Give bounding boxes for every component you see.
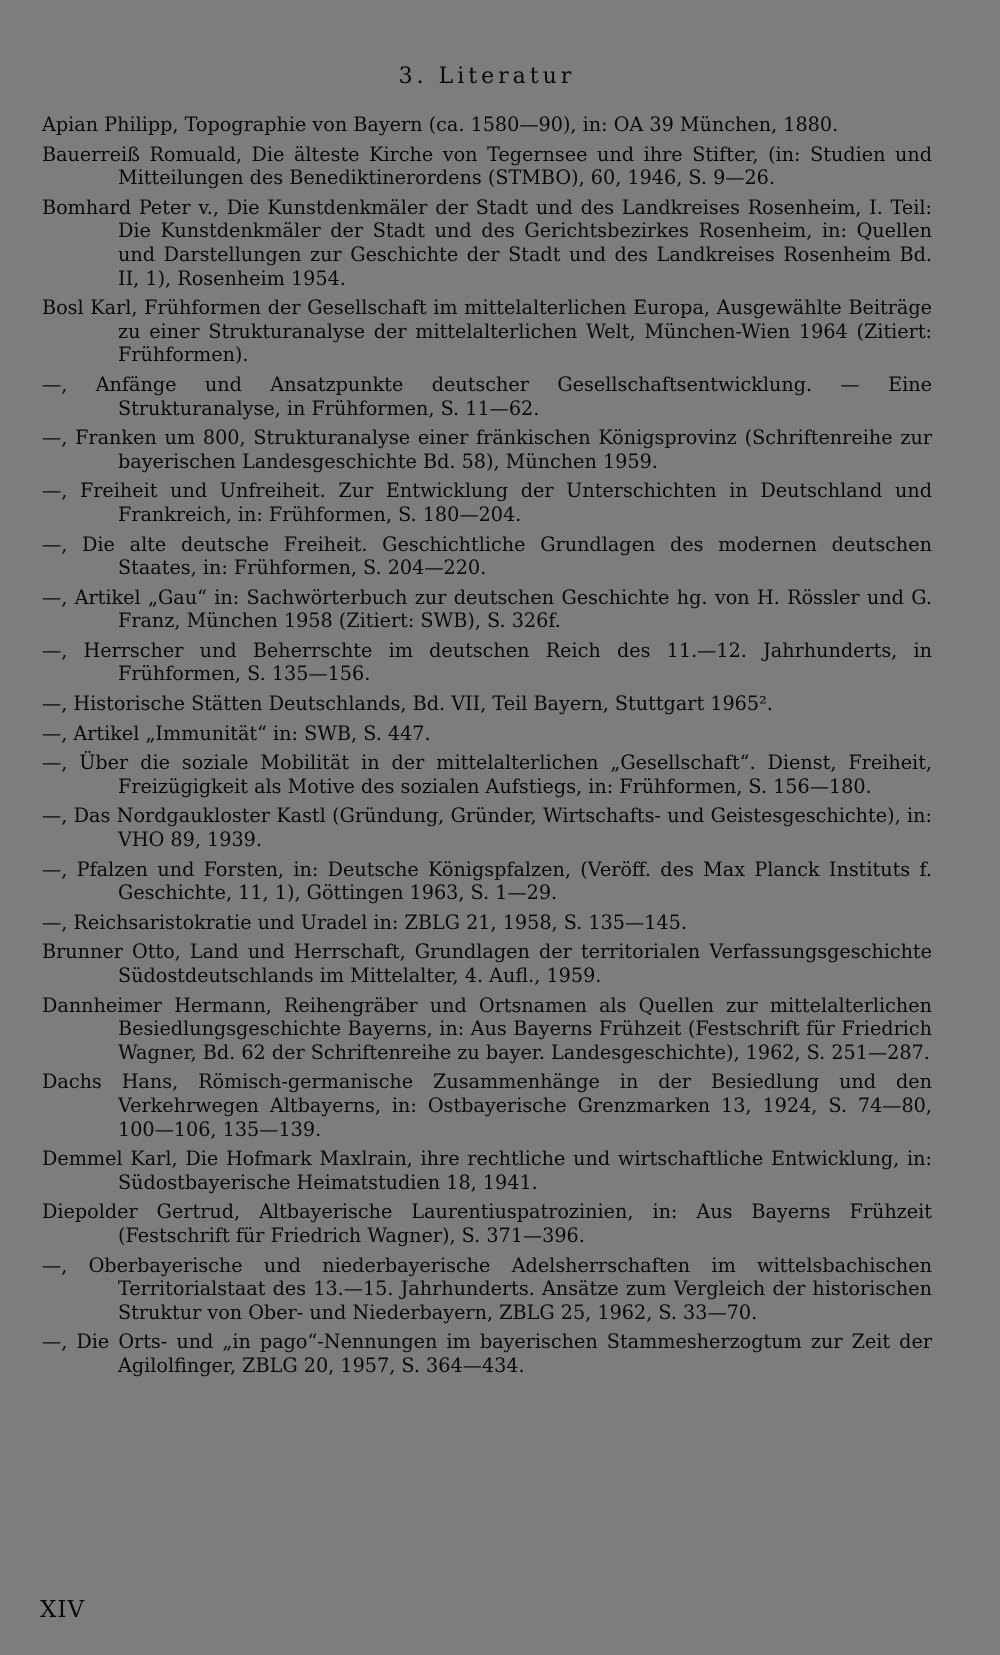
bibliography-entry: —, Die alte deutsche Freiheit. Geschichtliche Grundlagen des modernen deutschen Staates, in: Frühformen, S. 204—220. bbox=[42, 532, 932, 580]
bibliography-entry: Bomhard Peter v., Die Kunstdenkmäler der Stadt und des Landkreises Rosenheim, I. Teil: Die Kunstdenkmäler der Stadt und des Gerichtsbezirkes Rosenheim, in: Quellen und Darstellungen zur Geschichte der Stadt und des Landkreises Rosenheim Bd. II, 1), Rosenheim 1954. bbox=[42, 195, 932, 290]
bibliography-entry: —, Pfalzen und Forsten, in: Deutsche Königspfalzen, (Veröff. des Max Planck Instituts f. Geschichte, 11, 1), Göttingen 1963, S. 1—29. bbox=[42, 857, 932, 905]
page-number: XIV bbox=[40, 1597, 86, 1623]
bibliography-entry: —, Anfänge und Ansatzpunkte deutscher Gesellschaftsentwicklung. — Eine Strukturanalyse, in Frühformen, S. 11—62. bbox=[42, 372, 932, 420]
section-heading: 3. Literatur bbox=[398, 64, 576, 89]
page-content bbox=[42, 64, 932, 1384]
bibliography-entry: Dachs Hans, Römisch-germanische Zusammenhänge in der Besiedlung und den Verkehrwegen Altbayerns, in: Ostbayerische Grenzmarken 13, 1924, S. 74—80, 100—106, 135—139. bbox=[42, 1070, 932, 1141]
bibliography-entry: —, Historische Stätten Deutschlands, Bd. VII, Teil Bayern, Stuttgart 1965². bbox=[42, 692, 773, 716]
bibliography-entry: Brunner Otto, Land und Herrschaft, Grundlagen der territorialen Verfassungsgeschichte Südostdeutschlands im Mittelalter, 4. Aufl., 1959. bbox=[42, 940, 932, 987]
bibliography-entry: Bosl Karl, Frühformen der Gesellschaft im mittelalterlichen Europa, Ausgewählte Beiträge zu einer Strukturanalyse der mittelalterlichen Welt, München-Wien 1964 (Zitiert: Frühformen). bbox=[42, 296, 932, 367]
bibliography-entry: —, Oberbayerische und niederbayerische Adelsherrschaften im wittelsbachischen Territorialstaat des 13.—15. Jahrhunderts. Ansätze zum Vergleich der historischen Struktur von Ober- und Niederbayern, ZBLG 25, 1962, S. 33—70. bbox=[42, 1253, 932, 1324]
bibliography-entry: —, Herrscher und Beherrschte im deutschen Reich des 11.—12. Jahrhunderts, in Frühformen, S. 135—156. bbox=[42, 638, 932, 686]
bibliography-entry: —, Franken um 800, Strukturanalyse einer fränkischen Königsprovinz (Schriftenreihe zur bayerischen Landesgeschichte Bd. 58), München 1959. bbox=[42, 426, 932, 473]
bibliography-entry: —, Reichsaristokratie und Uradel in: ZBLG 21, 1958, S. 135—145. bbox=[42, 910, 687, 934]
bibliography-entry: —, Das Nordgaukloster Kastl (Gründung, Gründer, Wirtschafts- und Geistesgeschichte), in: VHO 89, 1939. bbox=[42, 804, 932, 852]
bibliography-entry: Dannheimer Hermann, Reihengräber und Ortsnamen als Quellen zur mittelalterlichen Besiedlungsgeschichte Bayerns, in: Aus Bayerns Frühzeit (Festschrift für Friedrich Wagner, Bd. 62 der Schriftenreihe zu bayer. Landesgeschichte), 1962, S. 251—287. bbox=[42, 993, 932, 1064]
bibliography-entry: —, Über die soziale Mobilität in der mittelalterlichen „Gesellschaft“. Dienst, Freiheit, Freizügigkeit als Motive des sozialen Aufstiegs, in: Frühformen, S. 156—180. bbox=[42, 751, 932, 798]
bibliography-entry: Apian Philipp, Topographie von Bayern (ca. 1580—90), in: OA 39 München, 1880. bbox=[42, 113, 839, 136]
bibliography-list bbox=[42, 113, 932, 1378]
bibliography-entry: —, Die Orts- und „in pago“-Nennungen im bayerischen Stammesherzogtum zur Zeit der Agilolfinger, ZBLG 20, 1957, S. 364—434. bbox=[42, 1330, 932, 1377]
bibliography-entry: —, Freiheit und Unfreiheit. Zur Entwicklung der Unterschichten in Deutschland und Frankreich, in: Frühformen, S. 180—204. bbox=[42, 479, 932, 526]
bibliography-entry: Bauerreiß Romuald, Die älteste Kirche von Tegernsee und ihre Stifter, (in: Studien und Mitteilungen des Benediktinerordens (STMBO), 60, 1946, S. 9—26. bbox=[42, 142, 932, 190]
bibliography-entry: Demmel Karl, Die Hofmark Maxlrain, ihre rechtliche und wirtschaftliche Entwicklung, in: Südostbayerische Heimatstudien 18, 1941. bbox=[42, 1147, 932, 1194]
bibliography-entry: —, Artikel „Gau“ in: Sachwörterbuch zur deutschen Geschichte hg. von H. Rössler und G. Franz, München 1958 (Zitiert: SWB), S. 326f. bbox=[42, 585, 932, 633]
bibliography-entry: —, Artikel „Immunität“ in: SWB, S. 447. bbox=[42, 721, 431, 745]
bibliography-entry: Diepolder Gertrud, Altbayerische Laurentiuspatrozinien, in: Aus Bayerns Frühzeit (Festschrift für Friedrich Wagner), S. 371—396. bbox=[42, 1200, 932, 1247]
